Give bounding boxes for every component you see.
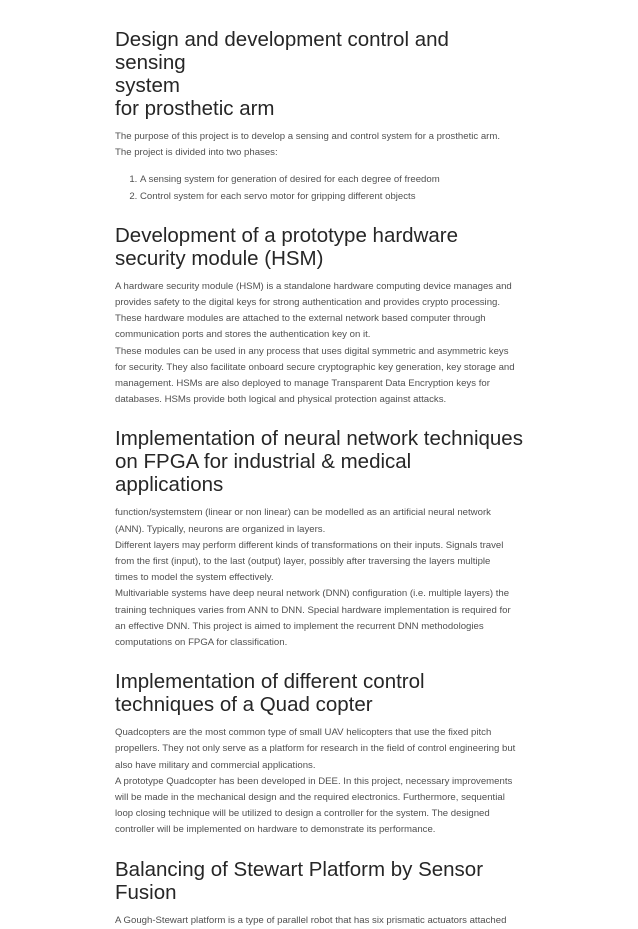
paragraph bbox=[115, 505, 525, 651]
text-line: times to model the system effectively. bbox=[115, 572, 274, 584]
paragraph bbox=[115, 129, 525, 161]
text-line: These modules can be used in any process that uses digital symmetric and asymmetric keys bbox=[115, 345, 509, 357]
text-line: The project is divided into two phases: bbox=[115, 147, 278, 159]
list-item: 1. A sensing system for generation of desired for each degree of freedom bbox=[140, 172, 525, 188]
text-line: also have military and commercial applications. bbox=[115, 759, 316, 771]
heading-line: for prosthetic arm bbox=[115, 97, 275, 120]
paragraph bbox=[115, 279, 525, 409]
text-line: These hardware modules are attached to the external network based computer through bbox=[115, 313, 486, 325]
text-line: an effective DNN. This project is aimed to implement the recurrent DNN methodologies bbox=[115, 620, 484, 632]
list-item: 2. Control system for each servo motor for gripping different objects bbox=[140, 189, 525, 205]
text-line: communication ports and stores the authentication key on it. bbox=[115, 329, 371, 341]
heading-line: Design and development control and sensing bbox=[115, 28, 449, 74]
document-page bbox=[115, 28, 525, 929]
text-line: loop closing technique will be utilized to design a controller for the system. The designed bbox=[115, 808, 490, 820]
heading-line: Implementation of neural network techniques bbox=[115, 427, 523, 451]
text-line: Quadcopters are the most common type of small UAV helicopters that use the fixed pitch bbox=[115, 727, 492, 739]
heading-line: Implementation of different control bbox=[115, 670, 425, 694]
text-line: management. HSMs are also deployed to manage Transparent Data Encryption keys for bbox=[115, 378, 490, 390]
heading-line: techniques of a Quad copter bbox=[115, 693, 373, 717]
heading-line: Balancing of Stewart Platform by Sensor bbox=[115, 857, 484, 881]
text-line: computations on FPGA for classification. bbox=[115, 637, 288, 649]
text-line: controller will be implemented on hardware to demonstrate its performance. bbox=[115, 824, 436, 836]
text-line: A hardware security module (HSM) is a standalone hardware computing device manages and bbox=[115, 280, 512, 292]
text-line: databases. HSMs provide both logical and physical protection against attacks. bbox=[115, 394, 447, 406]
heading-line: system bbox=[115, 74, 180, 97]
section-heading bbox=[115, 427, 525, 496]
paragraph bbox=[115, 913, 525, 929]
text-line: A prototype Quadcopter has been developed in DEE. In this project, necessary improvements bbox=[115, 775, 513, 787]
heading-line: Development of a prototype hardware bbox=[115, 223, 459, 247]
section-heading bbox=[115, 670, 525, 716]
heading-line: on FPGA for industrial & medical applications bbox=[115, 450, 412, 497]
section-heading bbox=[115, 858, 525, 904]
phase-list bbox=[115, 172, 525, 204]
heading-line: Fusion bbox=[115, 880, 177, 904]
section-heading bbox=[115, 28, 525, 120]
text-line: from the first (input), to the last (output) layer, possibly after traversing the layers multiple bbox=[115, 556, 491, 568]
text-line: will be made in the mechanical design and the required electronics. Furthermore, sequential bbox=[115, 792, 505, 804]
text-line: Different layers may perform different kinds of transformations on their inputs. Signals travel bbox=[115, 539, 504, 551]
text-line: propellers. They not only serve as a platform for research in the field of control engineering but bbox=[115, 743, 516, 755]
text-line: (ANN). Typically, neurons are organized in layers. bbox=[115, 523, 326, 535]
heading-line: security module (HSM) bbox=[115, 246, 324, 270]
text-line: provides safety to the digital keys for strong authentication and provides crypto processing. bbox=[115, 297, 501, 309]
section-heading bbox=[115, 224, 525, 270]
text-line: A Gough-Stewart platform is a type of parallel robot that has six prismatic actuators attached bbox=[115, 914, 507, 926]
text-line: training techniques varies from ANN to DNN. Special hardware implementation is required for bbox=[115, 604, 511, 616]
text-line: for security. They also facilitate onboard secure cryptographic key generation, key storage and bbox=[115, 361, 515, 373]
paragraph bbox=[115, 725, 525, 838]
text-line: Multivariable systems have deep neural network (DNN) configuration (i.e. multiple layers) the bbox=[115, 588, 510, 600]
text-line: function/systemstem (linear or non linear) can be modelled as an artificial neural network bbox=[115, 507, 491, 519]
text-line: The purpose of this project is to develop a sensing and control system for a prosthetic arm. bbox=[115, 131, 501, 142]
